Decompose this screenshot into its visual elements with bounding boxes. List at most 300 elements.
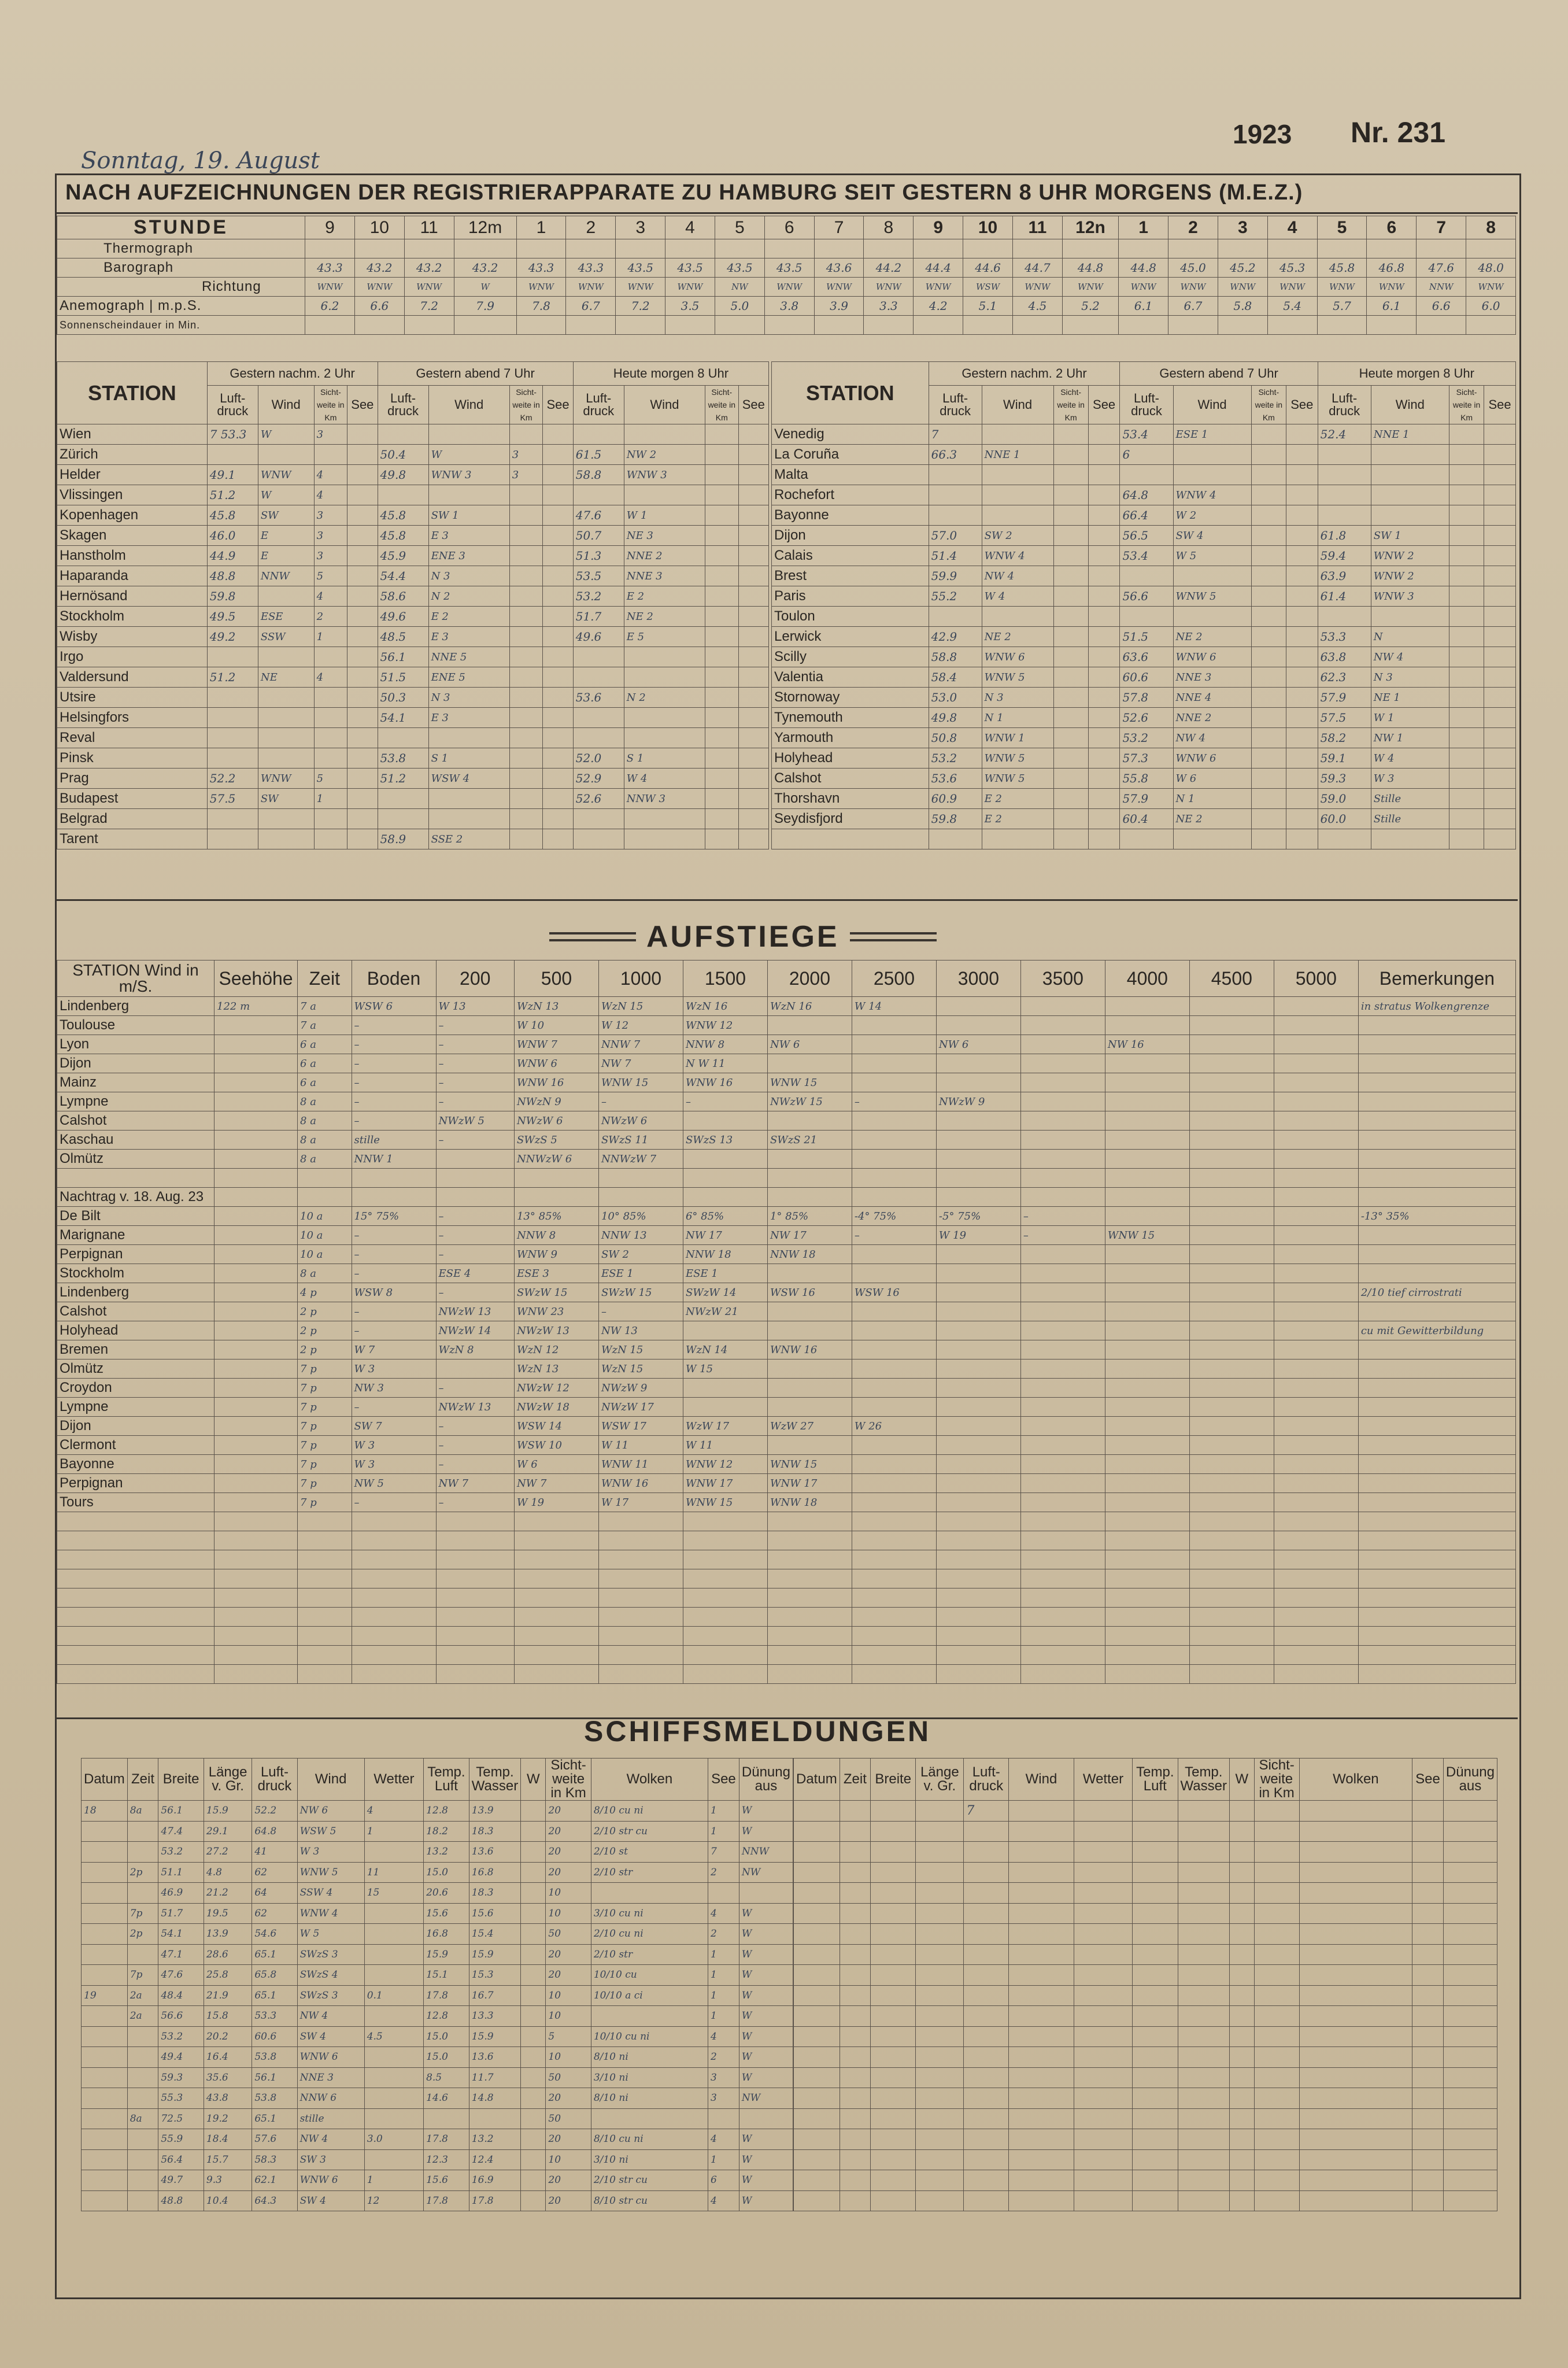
empty-cell xyxy=(767,1550,852,1569)
empty-cell xyxy=(794,2170,840,2191)
aufstiege-cell: NNW 7 xyxy=(598,1035,683,1054)
sicht-2uhr xyxy=(314,688,347,708)
see-7uhr xyxy=(1286,667,1318,688)
ship-cell xyxy=(127,1944,158,1965)
ship-cell: W xyxy=(739,2026,793,2047)
sicht-2uhr xyxy=(1053,627,1088,647)
empty-cell xyxy=(767,1531,852,1550)
aufstiege-cell xyxy=(1274,1131,1358,1150)
aufstiege-cell xyxy=(852,1169,936,1188)
ship-cell: 15.1 xyxy=(424,1965,469,1986)
aufstiege-cell xyxy=(1358,1340,1515,1360)
aufstiege-cell: 8 a xyxy=(298,1131,352,1150)
empty-cell xyxy=(1254,1801,1299,1822)
aufstiege-cell xyxy=(852,1302,936,1321)
empty-cell xyxy=(1133,2129,1178,2150)
aufstiege-cell xyxy=(1189,997,1274,1016)
see-7uhr xyxy=(543,728,573,748)
aufstiege-cell: W 19 xyxy=(936,1226,1020,1245)
empty-cell xyxy=(1133,2088,1178,2109)
luftdruck-8uhr: 59.1 xyxy=(1318,748,1371,769)
see-7uhr xyxy=(1286,769,1318,789)
aufstiege-cell: WzN 13 xyxy=(514,1360,598,1379)
station-row xyxy=(57,424,769,445)
wind-7uhr: ESE 1 xyxy=(1173,424,1251,445)
mps-5: 6.7 xyxy=(566,297,616,316)
aufstiege-cell: NNW 13 xyxy=(598,1226,683,1245)
ship-cell: SW 3 xyxy=(297,2149,364,2170)
stn-right-sicht-1: Sicht-weite in Km xyxy=(1053,386,1088,424)
station-name: Kopenhagen xyxy=(57,505,208,526)
ship-cell xyxy=(364,2047,423,2068)
station-row xyxy=(57,546,769,566)
station-row xyxy=(772,667,1516,688)
aufstiege-station: Kaschau xyxy=(57,1131,215,1150)
empty-cell xyxy=(871,2190,916,2211)
ship-cell: 19 xyxy=(82,1985,128,2006)
aufstiege-cell: NNWzW 6 xyxy=(514,1150,598,1169)
mps-21: 6.1 xyxy=(1367,297,1417,316)
empty-cell xyxy=(1133,2067,1178,2088)
aufstiege-cell xyxy=(598,1188,683,1207)
sicht-8uhr xyxy=(1449,627,1484,647)
empty-cell xyxy=(852,1608,936,1627)
empty-cell xyxy=(436,1512,514,1531)
aufstiege-cell: SWzS 21 xyxy=(767,1131,852,1150)
aufstiege-cell xyxy=(767,1150,852,1169)
aufstiege-cell: NW 7 xyxy=(514,1474,598,1493)
empty-cell xyxy=(840,1965,870,1986)
ship-cell: 17.8 xyxy=(469,2190,520,2211)
aufstiege-cell xyxy=(1189,1474,1274,1493)
stn-right-head-station: STATION xyxy=(772,362,929,424)
empty-cell xyxy=(1105,1550,1189,1569)
aufstiege-cell xyxy=(514,1188,598,1207)
thermo-15 xyxy=(1062,239,1118,258)
ship-cell: 12.3 xyxy=(424,2149,469,2170)
empty-cell xyxy=(1274,1588,1358,1608)
richtung-5: WNW xyxy=(566,278,616,297)
aufstiege-cell xyxy=(852,1150,936,1169)
empty-cell xyxy=(683,1588,767,1608)
stn-right-see-3: See xyxy=(1484,386,1516,424)
luftdruck-7uhr: 60.6 xyxy=(1120,667,1173,688)
ship-cell: SWzS 4 xyxy=(297,1965,364,1986)
see-2uhr xyxy=(347,607,378,627)
empty-cell xyxy=(215,1665,298,1684)
empty-cell xyxy=(871,1821,916,1842)
thermo-22 xyxy=(1417,239,1466,258)
wind-7uhr: E 3 xyxy=(428,526,509,546)
wind-8uhr: NE 3 xyxy=(624,526,705,546)
empty-cell xyxy=(1105,1646,1189,1665)
empty-cell xyxy=(1443,2149,1497,2170)
empty-cell xyxy=(1189,1531,1274,1550)
aufstiege-cell: 2 p xyxy=(298,1321,352,1340)
aufstiege-cell xyxy=(1189,1111,1274,1131)
ship-cell xyxy=(127,2190,158,2211)
see-7uhr xyxy=(1286,748,1318,769)
see-2uhr xyxy=(347,485,378,505)
aufstiege-cell xyxy=(1189,1169,1274,1188)
ship-cell xyxy=(364,2108,423,2129)
luftdruck-8uhr: 58.8 xyxy=(573,465,624,485)
aufstiege-station: Marignane xyxy=(57,1226,215,1245)
mps-7: 3.5 xyxy=(665,297,715,316)
empty-cell xyxy=(871,1862,916,1883)
baro-19: 45.3 xyxy=(1267,258,1317,278)
empty-cell xyxy=(1254,1883,1299,1904)
empty-cell xyxy=(794,1821,840,1842)
aufstiege-cell: NW 17 xyxy=(767,1226,852,1245)
empty-cell xyxy=(1133,1883,1178,1904)
aufstiege-cell xyxy=(852,1035,936,1054)
see-2uhr xyxy=(1088,505,1120,526)
sicht-2uhr xyxy=(1053,566,1088,586)
baro-11: 44.2 xyxy=(864,258,914,278)
ship-row-empty xyxy=(794,1842,1497,1863)
ship-col-6: Wetter xyxy=(1074,1759,1132,1801)
aufstiege-cell: – xyxy=(436,1493,514,1512)
sicht-2uhr xyxy=(1053,708,1088,728)
luftdruck-2uhr: 66.3 xyxy=(929,445,982,465)
sicht-2uhr xyxy=(1053,748,1088,769)
station-row xyxy=(772,607,1516,627)
thermo-21 xyxy=(1367,239,1417,258)
richtung-21: WNW xyxy=(1367,278,1417,297)
aufstiege-cell: – xyxy=(352,1302,436,1321)
aufstiege-cell: 6° 85% xyxy=(683,1207,767,1226)
wind-2uhr: WNW 5 xyxy=(982,769,1053,789)
baro-14: 44.7 xyxy=(1012,258,1062,278)
aufstiege-row xyxy=(57,1092,1516,1111)
empty-cell xyxy=(1105,1531,1189,1550)
see-8uhr xyxy=(1484,485,1516,505)
empty-cell xyxy=(1412,2047,1444,2068)
ship-cell: 17.8 xyxy=(424,2190,469,2211)
aufstiege-cell xyxy=(1358,1436,1515,1455)
aufstiege-cell: – xyxy=(436,1417,514,1436)
aufstiege-cell xyxy=(936,1016,1020,1035)
empty-cell xyxy=(1178,1842,1229,1863)
see-7uhr xyxy=(1286,465,1318,485)
station-name: Calais xyxy=(772,546,929,566)
sicht-2uhr: 4 xyxy=(314,667,347,688)
aufstiege-cell xyxy=(1189,1131,1274,1150)
luftdruck-2uhr xyxy=(929,505,982,526)
station-name: Stockholm xyxy=(57,607,208,627)
luftdruck-7uhr: 51.2 xyxy=(378,769,428,789)
see-2uhr xyxy=(347,566,378,586)
empty-cell xyxy=(514,1627,598,1646)
ship-cell: 20 xyxy=(546,1821,591,1842)
aufstiege-station xyxy=(57,1169,215,1188)
aufstiege-col-14: 5000 xyxy=(1274,961,1358,997)
see-8uhr xyxy=(1484,809,1516,829)
ship-cell xyxy=(82,2088,128,2109)
aufstiege-cell: WSW 16 xyxy=(852,1283,936,1302)
ship-row-empty xyxy=(794,1883,1497,1904)
empty-cell xyxy=(1178,1801,1229,1822)
empty-cell xyxy=(298,1531,352,1550)
empty-cell xyxy=(1230,1924,1255,1945)
sonne-5 xyxy=(566,316,616,335)
aufstiege-cell: SWzW 15 xyxy=(598,1283,683,1302)
aufstiege-cell xyxy=(1189,1073,1274,1092)
ship-cell: 8/10 cu ni xyxy=(591,1801,708,1822)
wind-8uhr: NW 4 xyxy=(1371,647,1449,667)
empty-cell xyxy=(840,2108,870,2129)
aufstiege-cell xyxy=(1020,1188,1105,1207)
see-7uhr xyxy=(543,708,573,728)
ship-row xyxy=(82,1801,793,1822)
empty-cell xyxy=(1254,2170,1299,2191)
ship-cell xyxy=(521,2190,546,2211)
empty-cell xyxy=(936,1531,1020,1550)
sonne-17 xyxy=(1168,316,1218,335)
wind-7uhr: N 3 xyxy=(428,566,509,586)
aufstiege-cell xyxy=(1189,1321,1274,1340)
aufstiege-cell: – xyxy=(598,1092,683,1111)
empty-cell xyxy=(936,1646,1020,1665)
empty-cell xyxy=(1074,1985,1132,2006)
richtung-8: NW xyxy=(715,278,764,297)
aufstiege-cell: – xyxy=(352,1092,436,1111)
baro-1: 43.2 xyxy=(354,258,404,278)
ship-cell: 64.3 xyxy=(252,2190,297,2211)
aufstiege-cell xyxy=(298,1188,352,1207)
stn-left-head-station: STATION xyxy=(57,362,208,424)
aufstiege-cell xyxy=(936,1302,1020,1321)
row-thermo xyxy=(57,239,1516,258)
aufstiege-cell: – xyxy=(352,1054,436,1073)
luftdruck-7uhr: 51.5 xyxy=(1120,627,1173,647)
ship-cell: 8/10 str cu xyxy=(591,2190,708,2211)
ship-cell: NW xyxy=(739,2088,793,2109)
ship-cell: 13.6 xyxy=(469,1842,520,1863)
aufstiege-cell: NWzW 21 xyxy=(683,1302,767,1321)
aufstiege-cell: – xyxy=(352,1111,436,1131)
empty-cell xyxy=(871,1965,916,1986)
sonne-18 xyxy=(1218,316,1267,335)
sonne-23 xyxy=(1466,316,1516,335)
empty-cell xyxy=(1274,1665,1358,1684)
wind-8uhr: NW 1 xyxy=(1371,728,1449,748)
wind-2uhr xyxy=(258,445,314,465)
empty-cell xyxy=(683,1550,767,1569)
aufstiege-cell xyxy=(1189,1455,1274,1474)
ship-cell: 58.3 xyxy=(252,2149,297,2170)
empty-cell xyxy=(1020,1608,1105,1627)
empty-cell xyxy=(916,1944,964,1965)
empty-cell xyxy=(840,1801,870,1822)
aufstiege-cell: – xyxy=(352,1398,436,1417)
wind-7uhr: WNW 6 xyxy=(1173,647,1251,667)
ship-col-10: Sicht-weite in Km xyxy=(546,1759,591,1801)
ship-cell: 10.4 xyxy=(204,2190,252,2211)
aufstiege-cell xyxy=(352,1188,436,1207)
baro-7: 43.5 xyxy=(665,258,715,278)
wind-8uhr: NNE 2 xyxy=(624,546,705,566)
empty-cell xyxy=(57,1512,215,1531)
ship-cell: 60.6 xyxy=(252,2026,297,2047)
ship-cell: 15.0 xyxy=(424,1862,469,1883)
empty-cell xyxy=(871,1801,916,1822)
aufstiege-cell xyxy=(683,1379,767,1398)
aufstiege-cell xyxy=(1189,1092,1274,1111)
empty-cell xyxy=(1074,2108,1132,2129)
aufstiege-cell: – xyxy=(352,1264,436,1283)
empty-cell xyxy=(1189,1569,1274,1588)
ship-cell xyxy=(364,1842,423,1863)
aufstiege-cell xyxy=(436,1150,514,1169)
station-name: Haparanda xyxy=(57,566,208,586)
sonne-4 xyxy=(516,316,566,335)
luftdruck-8uhr xyxy=(573,809,624,829)
sicht-8uhr xyxy=(1449,728,1484,748)
empty-cell xyxy=(1412,1801,1444,1822)
luftdruck-8uhr xyxy=(573,485,624,505)
sicht-2uhr xyxy=(1053,445,1088,465)
empty-cell xyxy=(840,2088,870,2109)
aufstiege-cell: -13° 35% xyxy=(1358,1207,1515,1226)
wind-7uhr xyxy=(1173,465,1251,485)
empty-cell xyxy=(964,1883,1009,1904)
aufstiege-cell: – xyxy=(436,1131,514,1150)
aufstiege-cell xyxy=(852,1398,936,1417)
ship-cell xyxy=(364,2067,423,2088)
empty-cell xyxy=(1189,1608,1274,1627)
ship-cell xyxy=(82,1842,128,1863)
ship-cell xyxy=(521,2067,546,2088)
hour-1: 10 xyxy=(354,216,404,239)
sicht-7uhr xyxy=(1251,445,1286,465)
aufstiege-cell xyxy=(767,1264,852,1283)
empty-cell xyxy=(1299,2108,1412,2129)
empty-cell xyxy=(964,1985,1009,2006)
wind-7uhr: N 1 xyxy=(1173,789,1251,809)
empty-cell xyxy=(840,2190,870,2211)
baro-13: 44.6 xyxy=(963,258,1013,278)
wind-7uhr: E 3 xyxy=(428,627,509,647)
thermo-4 xyxy=(516,239,566,258)
aufstiege-cell: W 10 xyxy=(514,1016,598,1035)
empty-cell xyxy=(1254,2129,1299,2150)
empty-cell xyxy=(1412,1883,1444,1904)
hour-18: 3 xyxy=(1218,216,1267,239)
luftdruck-7uhr: 63.6 xyxy=(1120,647,1173,667)
aufstiege-cell xyxy=(767,1379,852,1398)
empty-cell xyxy=(794,2047,840,2068)
empty-cell xyxy=(1230,1965,1255,1986)
see-2uhr xyxy=(347,424,378,445)
sonne-9 xyxy=(764,316,814,335)
empty-cell xyxy=(916,1821,964,1842)
ship-cell xyxy=(708,2108,739,2129)
empty-cell xyxy=(1053,829,1088,849)
empty-cell xyxy=(1105,1608,1189,1627)
mps-15: 5.2 xyxy=(1062,297,1118,316)
ship-cell: W 5 xyxy=(297,1924,364,1945)
station-name: Stornoway xyxy=(772,688,929,708)
empty-cell xyxy=(794,1883,840,1904)
sicht-2uhr xyxy=(1053,526,1088,546)
mps-18: 5.8 xyxy=(1218,297,1267,316)
ship-cell: 25.8 xyxy=(204,1965,252,1986)
sicht-2uhr xyxy=(314,708,347,728)
station-row xyxy=(57,485,769,505)
empty-cell xyxy=(1254,2047,1299,2068)
sicht-7uhr xyxy=(509,424,543,445)
station-row xyxy=(772,748,1516,769)
ship-cell xyxy=(521,2088,546,2109)
ship-cell: 15 xyxy=(364,1883,423,1904)
stn-right-wind-1: Wind xyxy=(982,386,1053,424)
baro-4: 43.3 xyxy=(516,258,566,278)
ship-cell xyxy=(82,2026,128,2047)
ship-cell xyxy=(127,1821,158,1842)
luftdruck-8uhr: 53.5 xyxy=(573,566,624,586)
ship-cell: 15.0 xyxy=(424,2047,469,2068)
luftdruck-8uhr: 53.6 xyxy=(573,688,624,708)
hour-14: 11 xyxy=(1012,216,1062,239)
ship-cell: 4 xyxy=(708,1903,739,1924)
ship-cell xyxy=(364,2088,423,2109)
station-name: Belgrad xyxy=(57,809,208,829)
empty-cell xyxy=(916,1842,964,1863)
aufstiege-cell xyxy=(436,1169,514,1188)
label-anemo-mps: Anemograph | m.p.S. xyxy=(57,297,305,316)
empty-cell xyxy=(1178,2129,1229,2150)
aufstiege-cell xyxy=(215,1016,298,1035)
luftdruck-8uhr: 53.2 xyxy=(573,586,624,607)
empty-cell xyxy=(1412,1903,1444,1924)
wind-8uhr xyxy=(624,485,705,505)
empty-cell xyxy=(767,1646,852,1665)
station-name: Prag xyxy=(57,769,208,789)
ship-row xyxy=(82,2170,793,2191)
sicht-7uhr xyxy=(1251,566,1286,586)
wind-2uhr xyxy=(982,485,1053,505)
see-7uhr xyxy=(1286,627,1318,647)
aufstiege-cell: 4 p xyxy=(298,1283,352,1302)
empty-cell xyxy=(1074,2006,1132,2027)
ship-cell: 8a xyxy=(127,1801,158,1822)
empty-cell xyxy=(1274,1550,1358,1569)
ship-cell: 8/10 cu ni xyxy=(591,2129,708,2150)
aufstiege-cell: WSW 8 xyxy=(352,1283,436,1302)
aufstiege-cell xyxy=(1105,1245,1189,1264)
aufstiege-cell xyxy=(1189,1398,1274,1417)
sonne-12 xyxy=(914,316,963,335)
ship-cell: 49.4 xyxy=(158,2047,204,2068)
luftdruck-7uhr: 49.6 xyxy=(378,607,428,627)
see-7uhr xyxy=(543,809,573,829)
ship-cell xyxy=(521,1985,546,2006)
aufstiege-cell xyxy=(215,1073,298,1092)
empty-cell xyxy=(916,1985,964,2006)
station-row xyxy=(772,586,1516,607)
empty-cell xyxy=(916,1924,964,1945)
sicht-8uhr xyxy=(705,546,739,566)
ship-cell xyxy=(82,2149,128,2170)
empty-cell xyxy=(1133,1821,1178,1842)
aufstiege-cell: – xyxy=(683,1092,767,1111)
aufstiege-cell xyxy=(1105,1283,1189,1302)
empty-cell xyxy=(215,1569,298,1588)
empty-cell xyxy=(1412,2190,1444,2211)
empty-cell xyxy=(352,1550,436,1569)
